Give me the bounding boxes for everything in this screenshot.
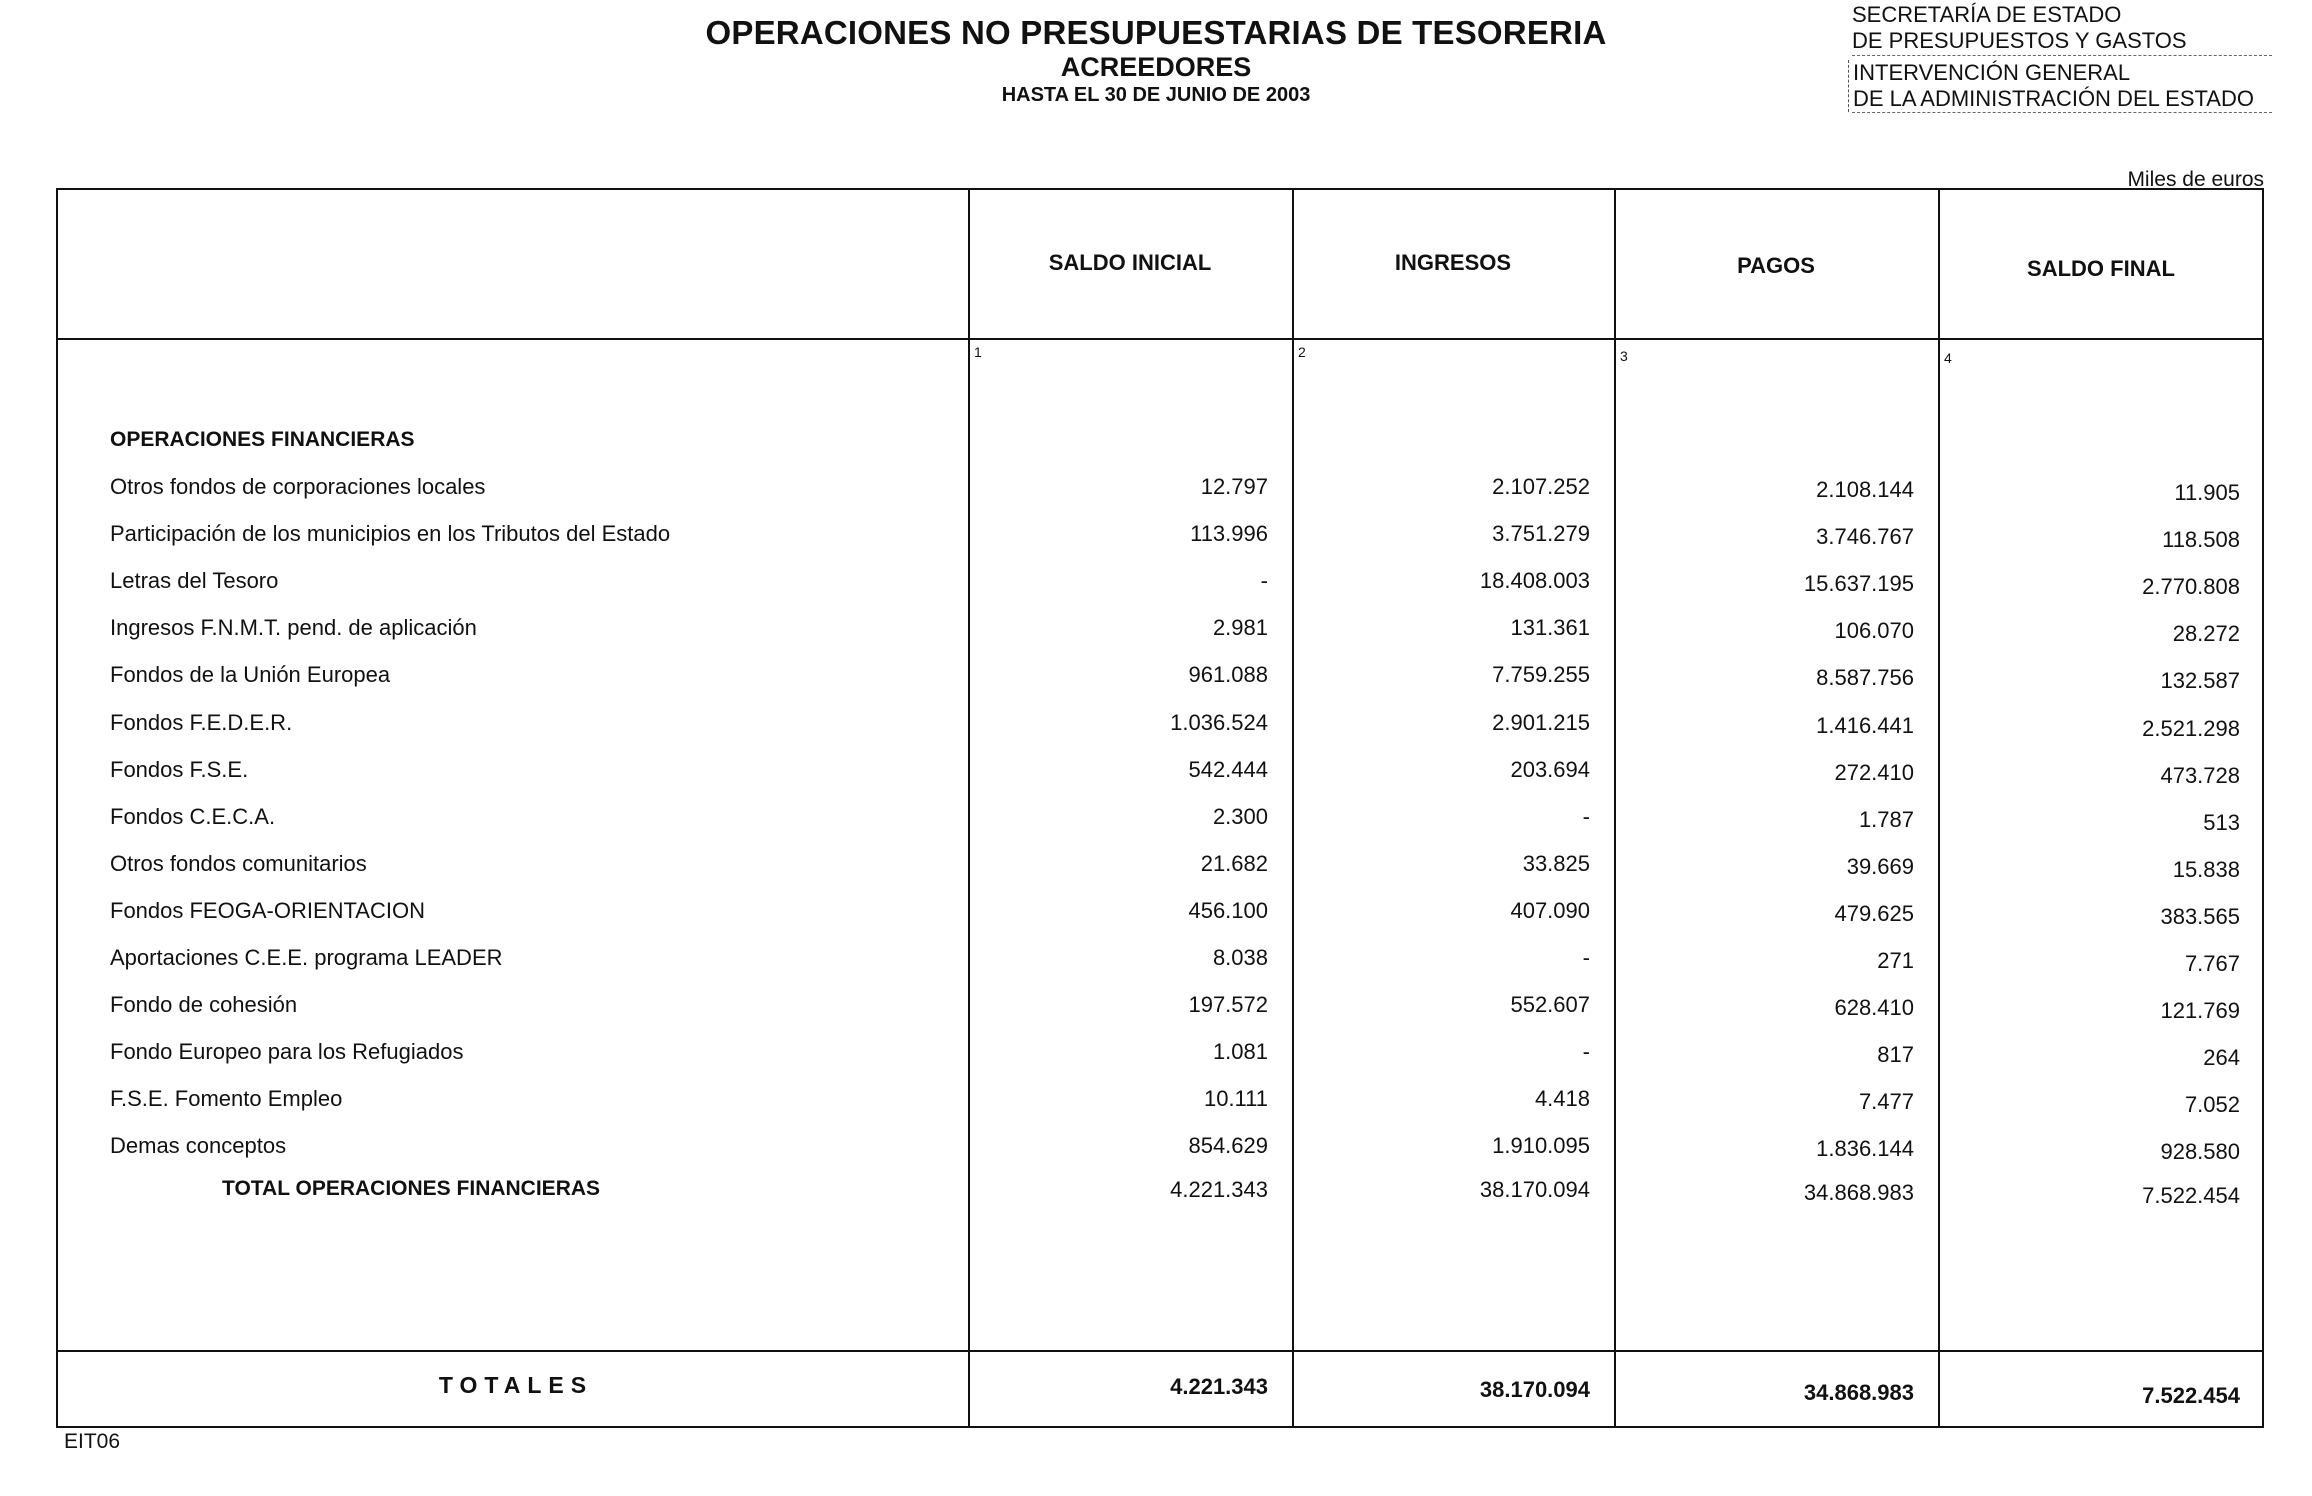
cell-ingresos: - <box>1582 804 1590 829</box>
cell-saldo-inicial: 21.682 <box>1200 851 1268 876</box>
cell-pagos: 479.625 <box>1834 901 1914 926</box>
row-label: Otros fondos de corporaciones locales <box>110 474 486 499</box>
cell-saldo-final: 7.052 <box>2184 1092 2240 1117</box>
row-label: Demas conceptos <box>110 1133 287 1158</box>
cell-ingresos: 131.361 <box>1510 615 1590 640</box>
row-label: Fondos de la Unión Europea <box>110 662 391 687</box>
org-line-2: DE PRESUPUESTOS Y GASTOS <box>1852 28 2187 53</box>
cell-saldo-final: 383.565 <box>2160 904 2240 929</box>
col-divider-4 <box>1938 188 1940 1428</box>
section-title: OPERACIONES FINANCIERAS <box>110 428 415 451</box>
cell-saldo-inicial: 1.081 <box>1212 1039 1268 1064</box>
cell-ingresos: - <box>1582 945 1590 970</box>
cell-ingresos: 33.825 <box>1522 851 1590 876</box>
units-label: Miles de euros <box>2127 168 2264 191</box>
cell-saldo-final: 118.508 <box>2162 527 2240 552</box>
org-line-3: INTERVENCIÓN GENERAL <box>1853 60 2131 85</box>
cell-ingresos: 203.694 <box>1510 757 1590 782</box>
section-total-pagos: 34.868.983 <box>1803 1180 1914 1205</box>
grand-total-ingresos: 38.170.094 <box>1479 1377 1590 1402</box>
grand-total-saldo-inicial: 4.221.343 <box>1170 1374 1268 1399</box>
cell-saldo-inicial: 8.038 <box>1212 945 1268 970</box>
row-label: Otros fondos comunitarios <box>110 851 367 876</box>
grand-total-pagos: 34.868.983 <box>1803 1380 1914 1405</box>
cell-ingresos: 2.901.215 <box>1492 710 1590 735</box>
cell-saldo-inicial: 2.300 <box>1212 804 1268 829</box>
cell-saldo-inicial: 113.996 <box>1190 521 1268 546</box>
col-header-ingresos: INGRESOS <box>1394 250 1512 275</box>
cell-saldo-inicial: 197.572 <box>1188 992 1268 1017</box>
row-label: Fondos FEOGA-ORIENTACION <box>110 898 425 923</box>
cell-pagos: 271 <box>1877 948 1914 973</box>
cell-saldo-inicial: 542.444 <box>1188 757 1268 782</box>
cell-pagos: 1.787 <box>1858 807 1914 832</box>
cell-ingresos: 3.751.279 <box>1492 521 1590 546</box>
cell-pagos: 15.637.195 <box>1803 571 1914 596</box>
cell-saldo-inicial: 961.088 <box>1188 662 1268 687</box>
cell-saldo-final: 473.728 <box>2160 763 2240 788</box>
cell-pagos: 8.587.756 <box>1816 665 1914 690</box>
cell-pagos: 7.477 <box>1858 1089 1914 1114</box>
cell-saldo-inicial: 2.981 <box>1212 615 1268 640</box>
cell-ingresos: - <box>1582 1039 1590 1064</box>
cell-saldo-inicial: 1.036.524 <box>1170 710 1268 735</box>
col-number-1: 1 <box>974 344 982 360</box>
row-label: Letras del Tesoro <box>110 568 279 593</box>
cell-ingresos: 4.418 <box>1534 1086 1590 1111</box>
section-total-saldo-inicial: 4.221.343 <box>1170 1177 1268 1202</box>
cell-ingresos: 407.090 <box>1510 898 1590 923</box>
header-divider <box>56 338 2264 340</box>
org-block-1 <box>1852 2 2187 54</box>
row-label: Fondo Europeo para los Refugiados <box>110 1039 464 1064</box>
cell-saldo-inicial: 10.111 <box>1203 1086 1268 1111</box>
row-label: Fondos F.E.D.E.R. <box>110 710 293 735</box>
grand-total-label: TOTALES <box>438 1372 594 1398</box>
report-subtitle: ACREEDORES <box>1060 52 1252 82</box>
row-label: F.S.E. Fomento Empleo <box>110 1086 343 1111</box>
row-label: Fondos C.E.C.A. <box>110 804 276 829</box>
cell-saldo-final: 513 <box>2203 810 2240 835</box>
cell-saldo-final: 264 <box>2203 1045 2240 1070</box>
row-label: Fondo de cohesión <box>110 992 298 1017</box>
cell-ingresos: 7.759.255 <box>1492 662 1590 687</box>
row-label: Aportaciones C.E.E. programa LEADER <box>110 945 503 970</box>
col-header-saldo-final: SALDO FINAL <box>2027 256 2175 281</box>
cell-pagos: 1.416.441 <box>1816 713 1914 738</box>
cell-pagos: 1.836.144 <box>1816 1136 1914 1161</box>
row-label: Ingresos F.N.M.T. pend. de aplicación <box>110 615 477 640</box>
section-total-saldo-final: 7.522.454 <box>2142 1183 2240 1208</box>
cell-saldo-final: 928.580 <box>2160 1139 2240 1164</box>
org-divider-bottom <box>1852 112 2272 113</box>
col-header-saldo-inicial: SALDO INICIAL <box>1048 250 1212 275</box>
org-block-2 <box>1848 60 2254 112</box>
cell-saldo-inicial: 854.629 <box>1188 1133 1268 1158</box>
cell-saldo-inicial: 456.100 <box>1188 898 1268 923</box>
col-number-4: 4 <box>1944 350 1952 366</box>
cell-saldo-final: 7.767 <box>2184 951 2240 976</box>
cell-pagos: 272.410 <box>1834 760 1914 785</box>
cell-saldo-final: 132.587 <box>2160 668 2240 693</box>
report-date-line: HASTA EL 30 DE JUNIO DE 2003 <box>1001 84 1311 106</box>
footer-code: EIT06 <box>64 1430 121 1453</box>
cell-saldo-final: 121.769 <box>2160 998 2240 1023</box>
col-number-3: 3 <box>1620 348 1628 364</box>
org-line-4: DE LA ADMINISTRACIÓN DEL ESTADO <box>1853 86 2254 111</box>
section-total-label: TOTAL OPERACIONES FINANCIERAS <box>222 1177 601 1200</box>
cell-saldo-final: 15.838 <box>2172 857 2240 882</box>
cell-saldo-final: 11.905 <box>2174 480 2240 505</box>
cell-saldo-inicial: - <box>1260 568 1268 593</box>
col-number-2: 2 <box>1298 344 1306 360</box>
cell-ingresos: 1.910.095 <box>1492 1133 1590 1158</box>
cell-pagos: 3.746.767 <box>1816 524 1914 549</box>
cell-pagos: 2.108.144 <box>1816 477 1914 502</box>
cell-pagos: 39.669 <box>1846 854 1914 879</box>
cell-pagos: 106.070 <box>1834 618 1914 643</box>
cell-ingresos: 552.607 <box>1510 992 1590 1017</box>
cell-pagos: 817 <box>1877 1042 1914 1067</box>
cell-saldo-final: 28.272 <box>2172 621 2240 646</box>
cell-saldo-final: 2.770.808 <box>2142 574 2240 599</box>
totals-divider <box>56 1350 2264 1352</box>
cell-ingresos: 2.107.252 <box>1492 474 1590 499</box>
section-total-ingresos: 38.170.094 <box>1479 1177 1590 1202</box>
report-title: OPERACIONES NO PRESUPUESTARIAS DE TESORERIA <box>705 14 1607 51</box>
grand-total-saldo-final: 7.522.454 <box>2142 1383 2240 1408</box>
org-divider <box>1852 55 2272 56</box>
cell-ingresos: 18.408.003 <box>1479 568 1590 593</box>
row-label: Fondos F.S.E. <box>110 757 249 782</box>
cell-saldo-inicial: 12.797 <box>1200 474 1268 499</box>
cell-pagos: 628.410 <box>1834 995 1914 1020</box>
org-line-1: SECRETARÍA DE ESTADO <box>1852 2 2122 27</box>
col-header-pagos: PAGOS <box>1737 253 1815 278</box>
cell-saldo-final: 2.521.298 <box>2142 716 2240 741</box>
row-label: Participación de los municipios en los Tributos del Estado <box>110 521 671 546</box>
